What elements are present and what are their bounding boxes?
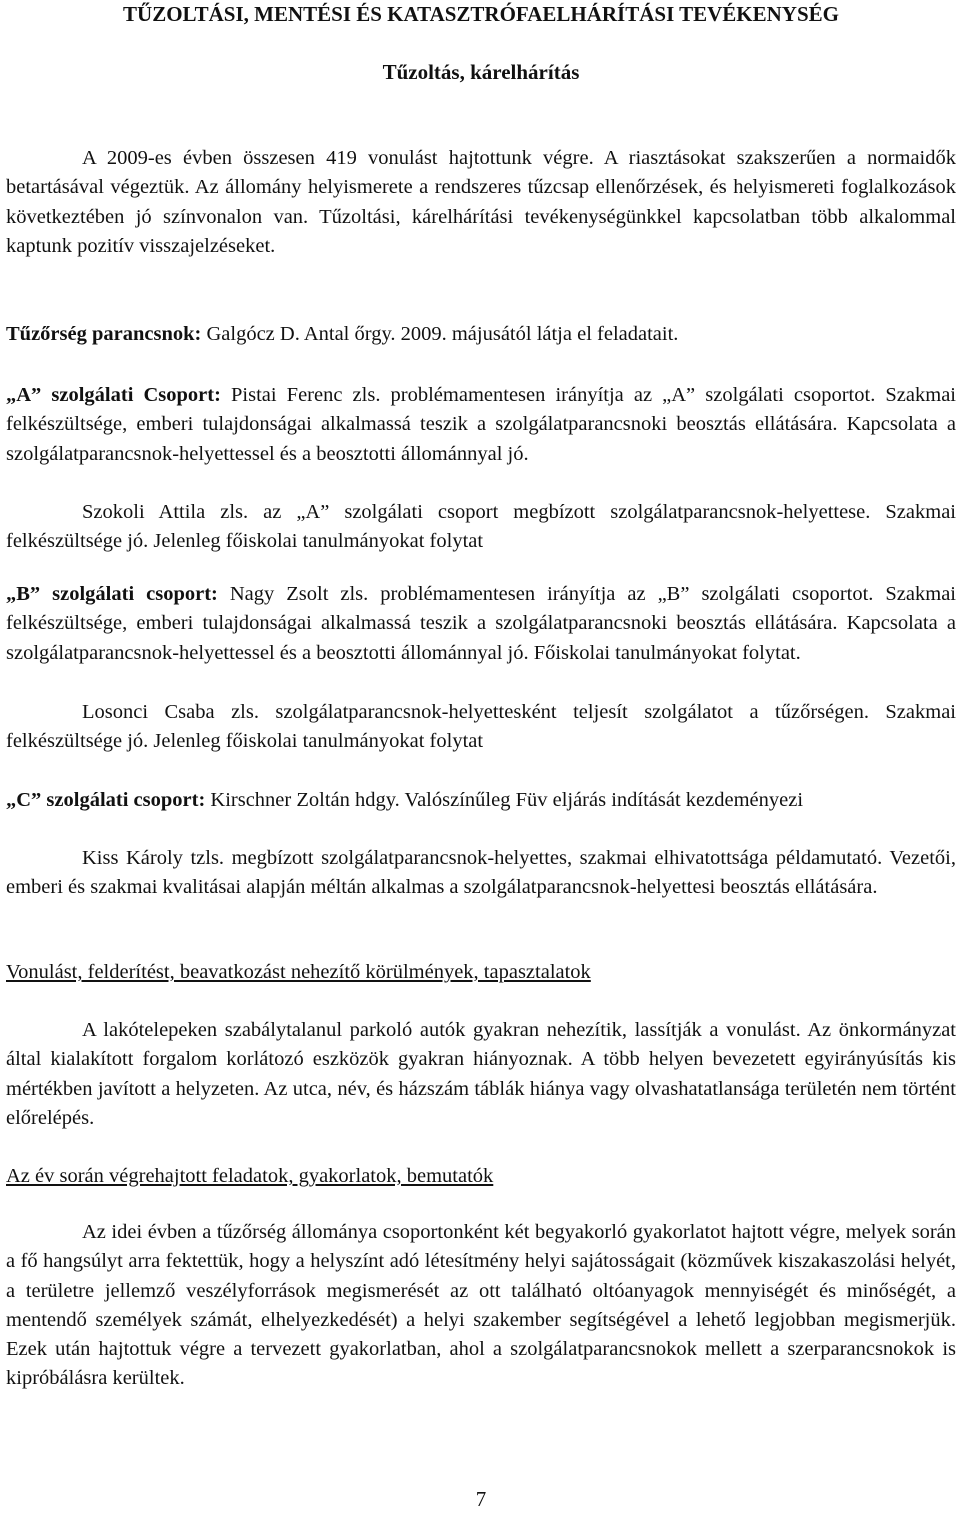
section-subtitle: Tűzoltás, kárelhárítás	[382, 60, 580, 84]
group-b-label: „B” szolgálati csoport:	[6, 583, 218, 605]
group-c-text: Kirschner Zoltán hdgy. Valószínűleg Füv eljárás indítását kezdeményezi	[205, 789, 804, 811]
group-b-text: Nagy Zsolt zls. problémamentesen irányítja az „B” szolgálati csoportot. Szakmai felkészültsége, emberi tulajdonságai alkalmassá teszik a szolgálatparancsnoki beosztás ellátására. Kapcsolata a szolgálatparancsnok-helyettessel és a beosztotti állománnyal jó. Főiskolai tanulmányokat folytat.	[6, 583, 956, 664]
group-a-paragraph	[6, 381, 956, 469]
commander-paragraph	[6, 320, 956, 349]
group-b-paragraph	[6, 580, 956, 668]
exercises-heading: Az év során végrehajtott feladatok, gyakorlatok, bemutatók	[6, 1165, 494, 1187]
obstacles-heading: Vonulást, felderítést, beavatkozást nehezítő körülmények, tapasztalatok	[6, 961, 591, 983]
document-title: TŰZOLTÁSI, MENTÉSI ÉS KATASZTRÓFAELHÁRÍTÁSI TEVÉKENYSÉG	[123, 2, 839, 26]
group-b-deputy-paragraph: Losonci Csaba zls. szolgálatparancsnok-helyettesként teljesít szolgálatot a tűzőrségen. Szakmai felkészültsége jó. Jelenleg főiskolai tanulmányokat folytat	[6, 701, 956, 753]
group-c-label: „C” szolgálati csoport:	[6, 789, 206, 811]
exercises-paragraph: Az idei évben a tűzőrség állománya csoportonként két begyakorló gyakorlatot hajtott végre, melyek során a fő hangsúlyt arra fektettük, hogy a helyszínt adó létesítmény helyi sajátosságait (közművek kiszakaszolási helyét, a területre jellemző veszélyforrások megismerését az ott található oltóanyagok mennyiségét és minőségét, a mentendő személyek számát, elhelyezkedését) a helyi szakember segítségével a lehető legjobban megismerjük. Ezek után hajtottuk végre a tervezett gyakorlatban, ahol a szolgálatparancsnokok mellett a szerparancsnokok is kipróbálásra kerültek.	[6, 1221, 956, 1390]
commander-text: Galgócz D. Antal őrgy. 2009. májusától látja el feladatait.	[201, 323, 679, 345]
group-a-text: Pistai Ferenc zls. problémamentesen irányítja az „A” szolgálati csoportot. Szakmai felkészültsége, emberi tulajdonságai alkalmassá teszik a szolgálatparancsnoki beosztás ellátására. Kapcsolata a szolgálatparancsnok-helyettessel és a beosztotti állománnyal jó.	[6, 384, 956, 465]
group-c-paragraph	[6, 786, 956, 815]
group-a-deputy-paragraph: Szokoli Attila zls. az „A” szolgálati csoport megbízott szolgálatparancsnok-helyettese. Szakmai felkészültsége jó. Jelenleg főiskolai tanulmányokat folytat	[6, 501, 956, 553]
group-a-label: „A” szolgálati Csoport:	[6, 384, 221, 406]
commander-label: Tűzőrség parancsnok:	[6, 323, 202, 345]
intro-paragraph: A 2009-es évben összesen 419 vonulást hajtottunk végre. A riasztásokat szakszerűen a normaidők betartásával végeztük. Az állomány helyismerete a rendszeres tűzcsap ellenőrzések, és helyismereti foglalkozások következtében jó színvonalon van. Tűzoltási, kárelhárítási tevékenységünkkel kapcsolatban több alkalommal kaptunk pozitív visszajelzéseket.	[6, 147, 956, 257]
page-number: 7	[475, 1487, 487, 1511]
obstacles-paragraph: A lakótelepeken szabálytalanul parkoló autók gyakran nehezítik, lassítják a vonulást. Az önkormányzat által kialakított forgalom korlátozó eszközök gyakran hiányoznak. A több helyen bevezetett egyirányúsítás kis mértékben javított a helyzeten. Az utca, név, és házszám táblák hiánya vagy olvashatatlansága területén nem történt előrelépés.	[6, 1019, 956, 1129]
group-c-deputy-paragraph: Kiss Károly tzls. megbízott szolgálatparancsnok-helyettes, szakmai elhivatottsága példamutató. Vezetői, emberi és szakmai kvalitásai alapján méltán alkalmas a szolgálatparancsnok-helyettesi beosztás ellátására.	[6, 847, 956, 899]
